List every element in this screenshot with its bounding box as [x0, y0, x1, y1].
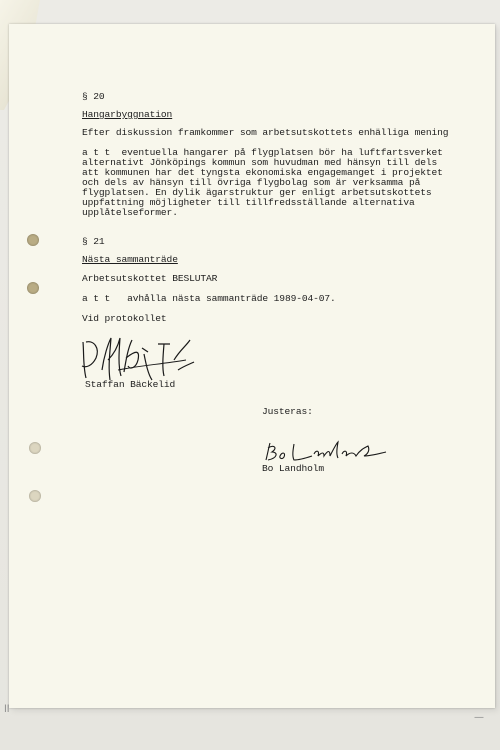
section-20-paragraph-line: att kommunen har det tyngsta ekonomiska engagemanget i projektet	[82, 167, 443, 178]
section-20-paragraph-line: och dels av hänsyn till övriga flygbolag som är verksamma på	[82, 177, 421, 188]
section-20-paragraph-line: alternativt Jönköpings kommun som huvudman med hänsyn till dels	[82, 157, 438, 168]
section-20-intro: Efter diskussion framkommer som arbetsutskottets enhälliga mening	[82, 127, 449, 138]
edge-mark: —	[474, 712, 484, 723]
edge-mark: ll	[4, 704, 10, 715]
punch-hole	[27, 282, 39, 294]
section-20-number: § 20	[82, 91, 105, 102]
secretary-name: Staffan Bäckelid	[85, 379, 176, 390]
section-21-number: § 21	[82, 236, 105, 247]
punch-hole	[27, 234, 39, 246]
closing-text: Vid protokollet	[82, 313, 167, 324]
section-21-decision: Arbetsutskottet BESLUTAR	[82, 273, 218, 284]
section-20-paragraph-line: a t t eventuella hangarer på flygplatsen bör ha luftfartsverket	[82, 147, 443, 158]
punch-hole	[29, 490, 41, 502]
section-20-paragraph-line: uppfattning möjligheter till tillfredsställande alternativa	[82, 197, 415, 208]
section-21-heading: Nästa sammanträde	[82, 254, 178, 265]
adjusted-label: Justeras:	[262, 406, 313, 417]
section-21-resolution: a t t avhålla nästa sammanträde 1989-04-07.	[82, 293, 336, 304]
section-20-paragraph-line: upplåtelseformer.	[82, 207, 178, 218]
section-20-paragraph-line: flygplatsen. En dylik ägarstruktur ger enligt arbetsutskottets	[82, 187, 432, 198]
section-20-heading: Hangarbyggnation	[82, 109, 173, 120]
adjuster-name: Bo Landholm	[262, 463, 325, 474]
punch-hole	[29, 442, 41, 454]
